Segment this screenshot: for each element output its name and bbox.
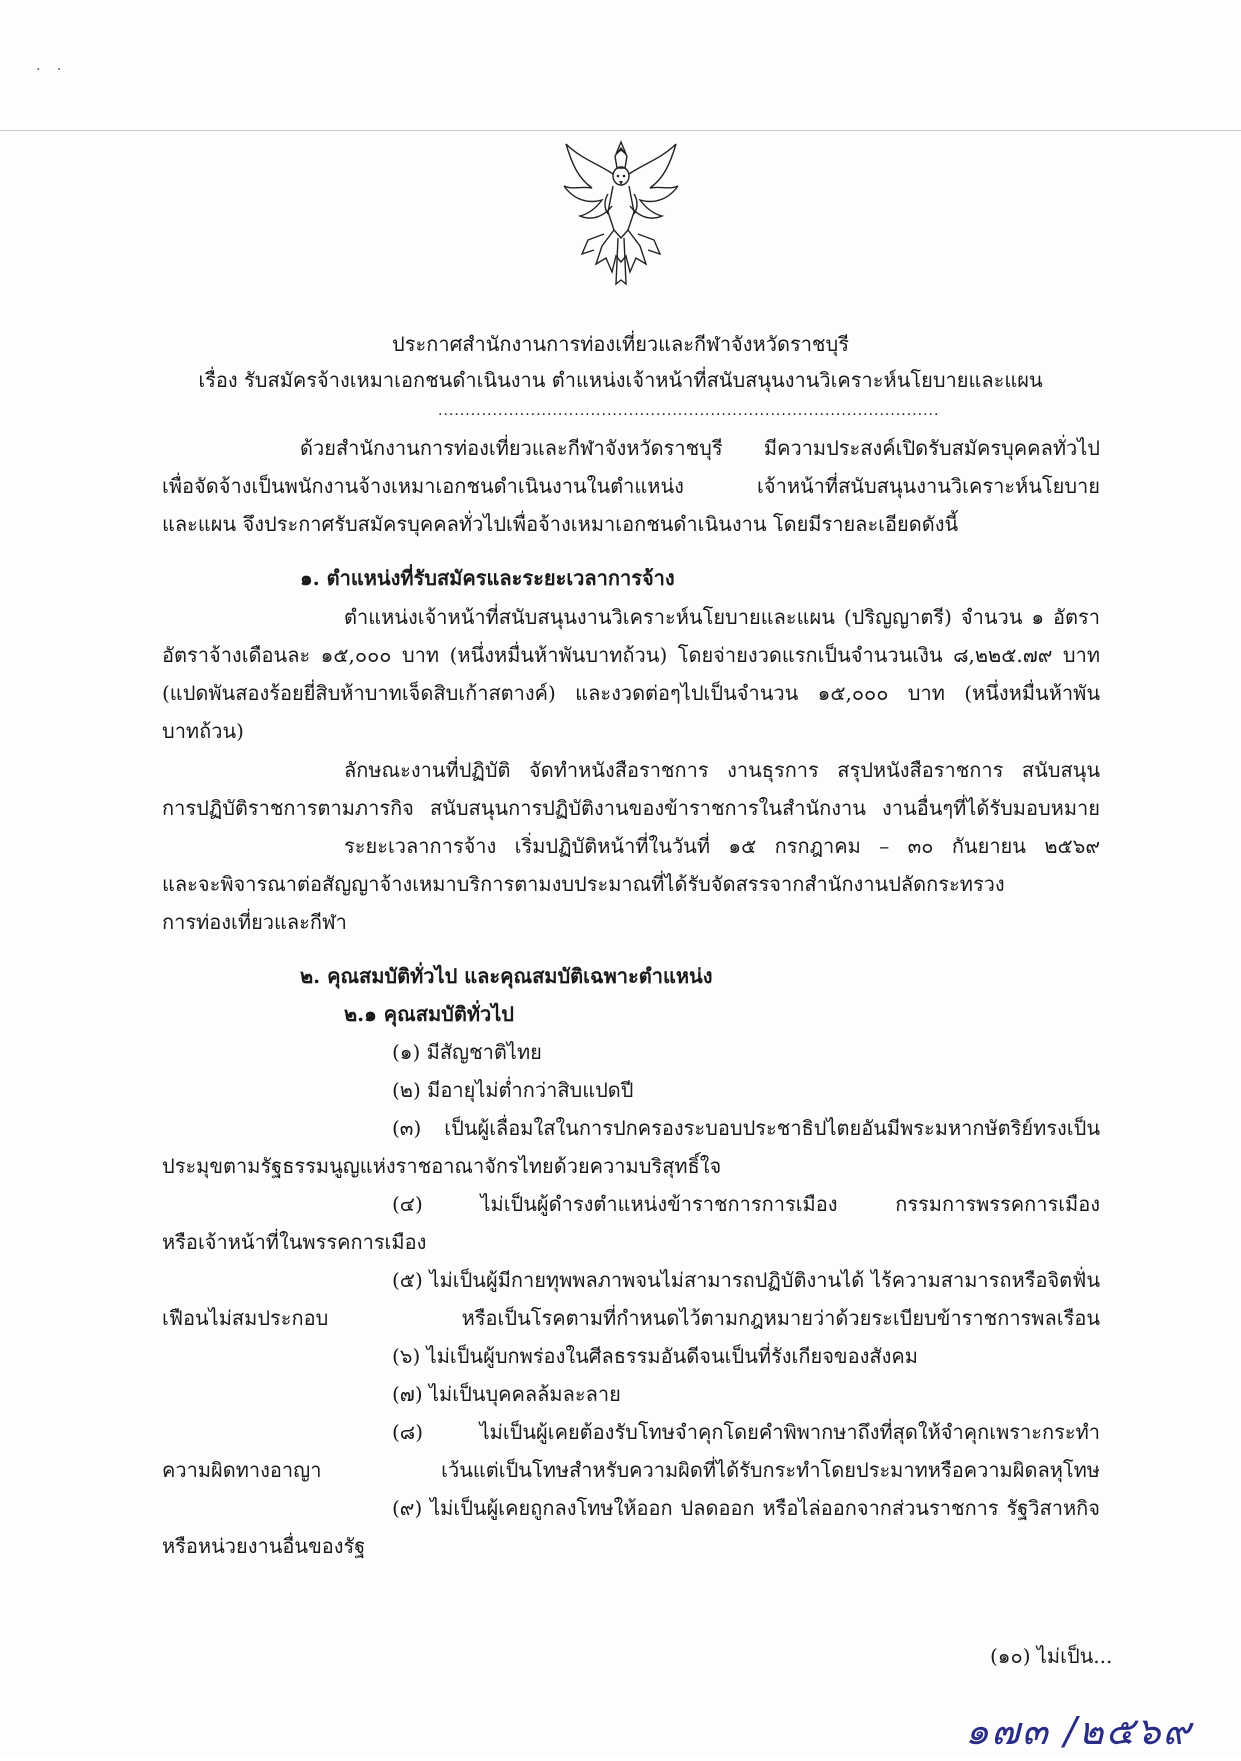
qualification-item: (๖) ไม่เป็นผู้บกพร่องในศีลธรรมอันดีจนเป็นที่รังเกียจของสังคม — [392, 1344, 918, 1368]
qualification-item: (๒) มีอายุไม่ต่ำกว่าสิบแปดปี — [392, 1078, 634, 1102]
qualification-item: (๙) ไม่เป็นผู้เคยถูกลงโทษให้ออก ปลดออก หรือไล่ออกจากส่วนราชการ รัฐวิสาหกิจ — [392, 1496, 1100, 1520]
handwritten-document-number: ๑๗๓ /๒๕๖๙ — [965, 1709, 1193, 1753]
qualification-item: (๘) ไม่เป็นผู้เคยต้องรับโทษจำคุกโดยคำพิพากษาถึงที่สุดให้จำคุกเพราะกระทำ — [392, 1420, 1100, 1444]
section-1-heading: ๑. ตำแหน่งที่รับสมัครและระยะเวลาการจ้าง — [300, 566, 675, 590]
position-line-4: บาทถ้วน) — [162, 719, 244, 743]
announcement-subject: เรื่อง รับสมัครจ้างเหมาเอกชนดำเนินงาน ตำแหน่งเจ้าหน้าที่สนับสนุนงานวิเคราะห์นโยบายและแผน — [198, 368, 1043, 392]
period-line-1: ระยะเวลาการจ้าง เริ่มปฏิบัติหน้าที่ในวันที่ ๑๕ กรกฎาคม – ๓๐ กันยายน ๒๕๖๙ — [344, 834, 1100, 858]
section-2-1-subheading: ๒.๑ คุณสมบัติทั่วไป — [344, 1002, 514, 1026]
qualification-item: (๕) ไม่เป็นผู้มีกายทุพพลภาพจนไม่สามารถปฏิบัติงานได้ ไร้ความสามารถหรือจิตฟั่น — [392, 1268, 1100, 1292]
qualification-item: (๔) ไม่เป็นผู้ดำรงตำแหน่งข้าราชการการเมือง กรรมการพรรคการเมือง — [392, 1192, 1100, 1216]
scan-corner-mark: · · — [36, 62, 68, 78]
position-line-2: อัตราจ้างเดือนละ ๑๕,๐๐๐ บาท (หนึ่งหมื่นห้าพันบาทถ้วน) โดยจ่ายงวดแรกเป็นจำนวนเงิน ๘,๒๒๕.๗๙ บาท — [162, 643, 1100, 667]
position-line-3: (แปดพันสองร้อยยี่สิบห้าบาทเจ็ดสิบเก้าสตางค์) และงวดต่อๆไปเป็นจำนวน ๑๕,๐๐๐ บาท (หนึ่งหมื่นห้าพัน — [162, 681, 1100, 705]
qualification-item-cont: ประมุขตามรัฐธรรมนูญแห่งราชอาณาจักรไทยด้วยความบริสุทธิ์ใจ — [162, 1154, 722, 1178]
title-separator: ............................................................................................ — [438, 403, 940, 419]
continued-marker: (๑๐) ไม่เป็น... — [990, 1644, 1113, 1668]
duty-line-2: การปฏิบัติราชการตามภารกิจ สนับสนุนการปฏิบัติงานของข้าราชการในสำนักงาน งานอื่นๆที่ได้รับมอบหมาย — [162, 796, 1100, 820]
qualification-item: (๗) ไม่เป็นบุคคลล้มละลาย — [392, 1382, 621, 1406]
section-2-heading: ๒. คุณสมบัติทั่วไป และคุณสมบัติเฉพาะตำแหน่ง — [300, 964, 713, 988]
qualification-item-cont: ความผิดทางอาญา เว้นแต่เป็นโทษสำหรับความผิดที่ได้รับกระทำโดยประมาทหรือความผิดลหุโทษ — [162, 1458, 1100, 1482]
qualification-item: (๑) มีสัญชาติไทย — [392, 1040, 542, 1064]
period-line-3: การท่องเที่ยวและกีฬา — [162, 910, 347, 934]
qualification-item: (๓) เป็นผู้เลื่อมใสในการปกครองระบอบประชาธิปไตยอันมีพระมหากษัตริย์ทรงเป็น — [392, 1116, 1100, 1140]
qualification-item-cont: หรือเจ้าหน้าที่ในพรรคการเมือง — [162, 1230, 427, 1254]
garuda-emblem-icon — [558, 134, 684, 294]
duty-line-1: ลักษณะงานที่ปฏิบัติ จัดทำหนังสือราชการ งานธุรการ สรุปหนังสือราชการ สนับสนุน — [344, 758, 1100, 782]
intro-line-1: ด้วยสำนักงานการท่องเที่ยวและกีฬาจังหวัดราชบุรี มีความประสงค์เปิดรับสมัครบุคคลทั่วไป — [300, 436, 1100, 460]
qualification-item-cont: เฟือนไม่สมประกอบ หรือเป็นโรคตามที่กำหนดไว้ตามกฎหมายว่าด้วยระเบียบข้าราชการพลเรือน — [162, 1306, 1100, 1330]
period-line-2: และจะพิจารณาต่อสัญญาจ้างเหมาบริการตามงบประมาณที่ได้รับจัดสรรจากสำนักงานปลัดกระทรวง — [162, 872, 1005, 896]
announcement-title: ประกาศสำนักงานการท่องเที่ยวและกีฬาจังหวัดราชบุรี — [392, 332, 849, 356]
qualification-item-cont: หรือหน่วยงานอื่นของรัฐ — [162, 1534, 366, 1558]
scan-divider-line — [0, 130, 1241, 131]
position-line-1: ตำแหน่งเจ้าหน้าที่สนับสนุนงานวิเคราะห์นโยบายและแผน (ปริญญาตรี) จำนวน ๑ อัตรา — [344, 605, 1100, 629]
intro-line-2: เพื่อจัดจ้างเป็นพนักงานจ้างเหมาเอกชนดำเนินงานในตำแหน่ง เจ้าหน้าที่สนับสนุนงานวิเคราะห์นโยบาย — [162, 474, 1100, 498]
intro-line-3: และแผน จึงประกาศรับสมัครบุคคลทั่วไปเพื่อจ้างเหมาเอกชนดำเนินงาน โดยมีรายละเอียดดังนี้ — [162, 512, 959, 536]
